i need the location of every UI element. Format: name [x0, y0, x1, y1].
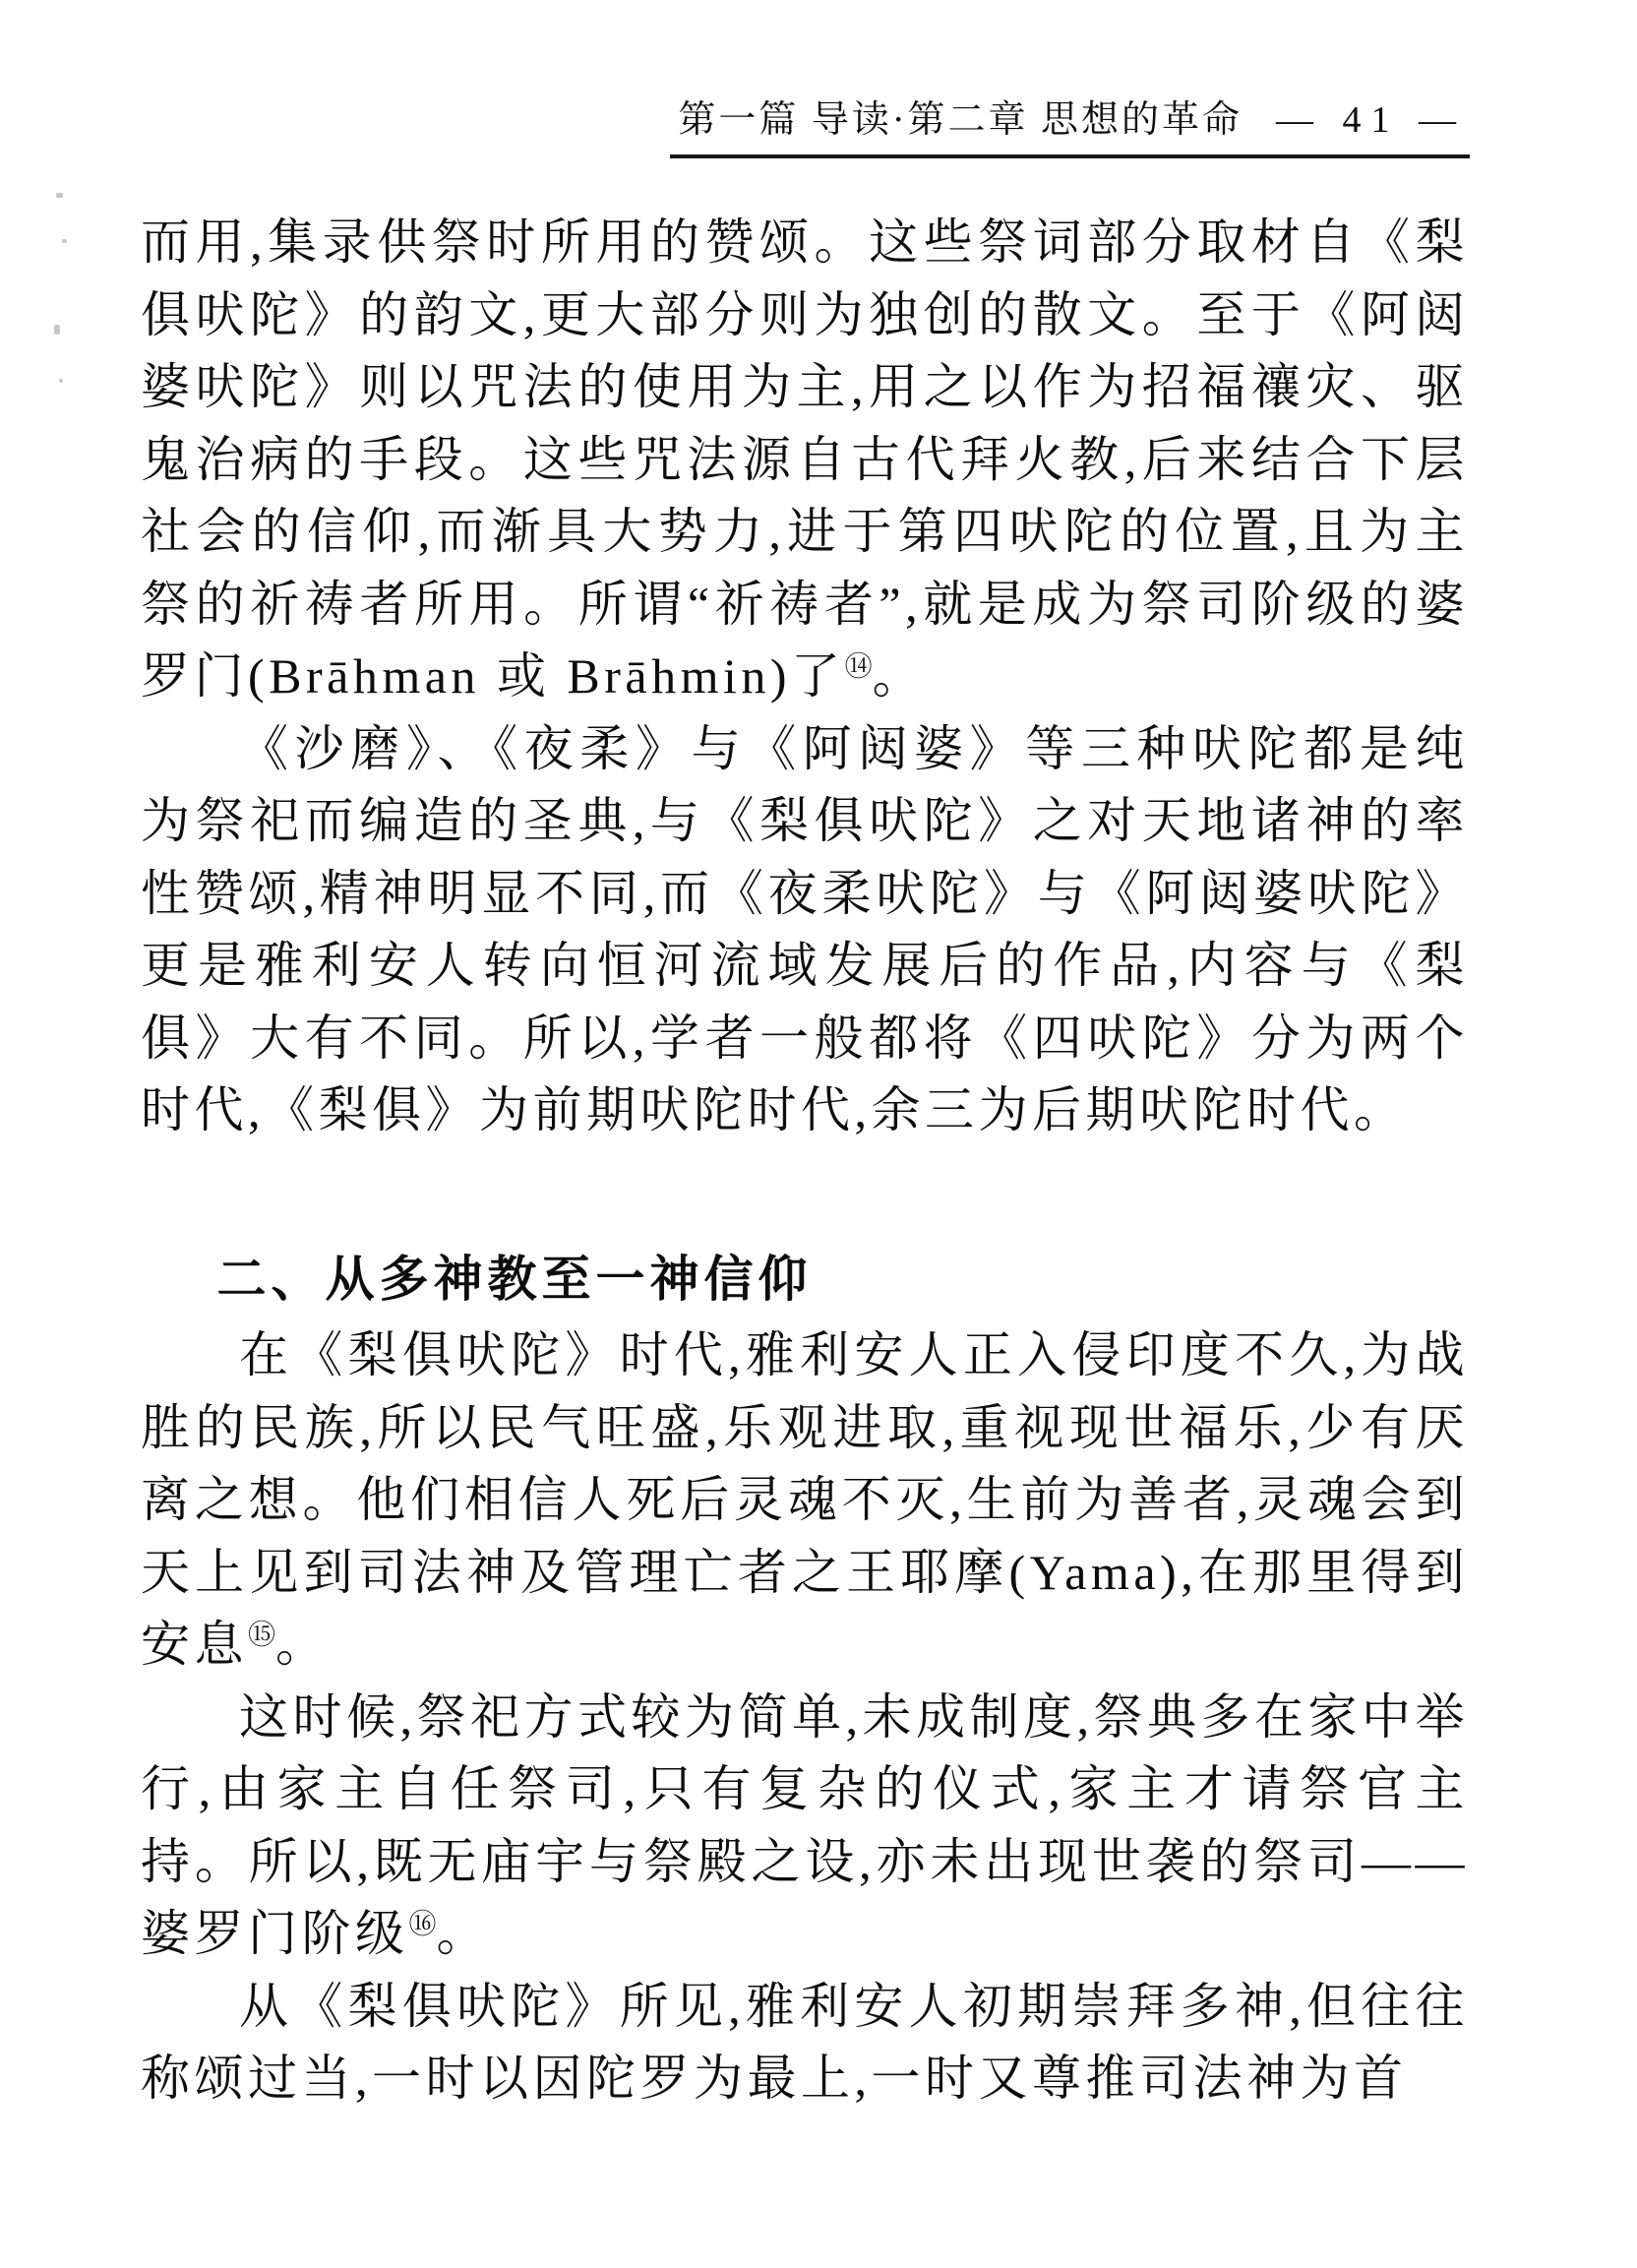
footnote-ref-14: ⑭: [844, 651, 873, 683]
scan-artifact: [62, 239, 67, 243]
paragraph-1-text: 而用,集录供祭时所用的赞颂。这些祭词部分取材自《梨俱吠陀》的韵文,更大部分则为独创的散文。至于《阿闼婆吠陀》则以咒法的使用为主,用之以作为招福禳灾、驱鬼治病的手段。这些咒法源自古代拜火教,后来结合下层社会的信仰,而渐具大势力,进于第四吠陀的位置,且为主祭的祈祷者所用。所谓“祈祷者”,就是成为祭司阶级的婆罗门(Brāhman 或 Brāhmin)了: [141, 215, 1469, 704]
page-header: [0, 89, 1470, 158]
paragraph-5-text: 从《梨俱吠陀》所见,雅利安人初期崇拜多神,但往往称颂过当,一时以因陀罗为最上,一时又尊推司法神为首: [141, 1978, 1469, 2106]
footnote-ref-15: ⑮: [248, 1620, 276, 1651]
paragraph-4-text: 这时候,祭祀方式较为简单,未成制度,祭典多在家中举行,由家主自任祭司,只有复杂的仪式,家主才请祭官主持。所以,既无庙宇与祭殿之设,亦未出现世袭的祭司——婆罗门阶级: [141, 1688, 1469, 1961]
paragraph-4-tail: 。: [436, 1906, 491, 1961]
section-heading: 二、从多神教至一神信仰: [216, 1251, 813, 1307]
paragraph-2-text: 《沙磨》、《夜柔》与《阿闼婆》等三种吠陀都是纯为祭祀而编造的圣典,与《梨俱吠陀》之对天地诸神的率性赞颂,精神明显不同,而《夜柔吠陀》与《阿闼婆吠陀》更是雅利安人转向恒河流域发展后的作品,内容与《梨俱》大有不同。所以,学者一般都将《四吠陀》分为两个时代,《梨俱》为前期吠陀时代,余三为后期吠陀时代。: [141, 720, 1469, 1137]
scan-artifact: [56, 193, 63, 198]
paragraph-3-text: 在《梨俱吠陀》时代,雅利安人正入侵印度不久,为战胜的民族,所以民气旺盛,乐观进取,重视现世福乐,少有厌离之想。他们相信人死后灵魂不灭,生前为善者,灵魂会到天上见到司法神及管理亡者之王耶摩(Yama),在那里得到安息: [141, 1327, 1469, 1672]
page-number: — 41 —: [1276, 99, 1466, 141]
paragraph-4: [141, 1682, 1469, 1971]
scan-artifact: [54, 325, 60, 335]
paragraph-2: [141, 713, 1469, 1147]
paragraph-3-tail: 。: [275, 1617, 330, 1672]
header-rule: [670, 89, 1470, 158]
paragraph-3: [141, 1319, 1469, 1682]
paragraph-1-tail: 。: [872, 648, 927, 704]
scan-artifact: [59, 379, 63, 383]
text-column: [141, 207, 1469, 2115]
footnote-ref-16: ⑯: [408, 1909, 437, 1940]
paragraph-1: [141, 207, 1469, 713]
running-title: 第一篇 导读·第二章 思想的革命: [678, 99, 1243, 141]
paragraph-5: [141, 1971, 1469, 2115]
